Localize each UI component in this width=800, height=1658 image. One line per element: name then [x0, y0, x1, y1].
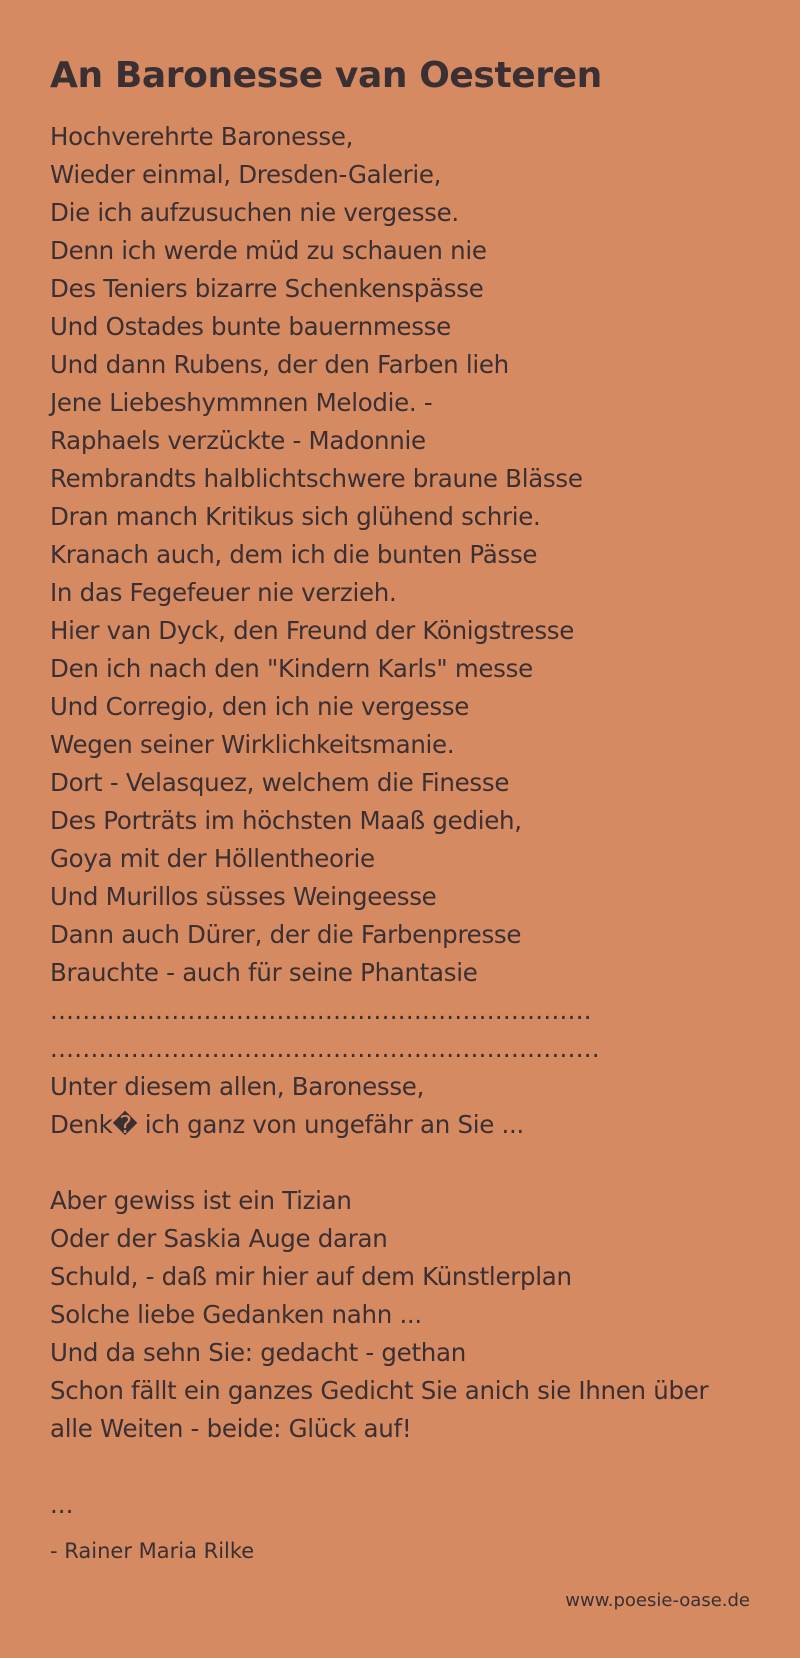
poem-line: Jene Liebeshymmnen Melodie. -	[50, 388, 433, 417]
poem-line: Denn ich werde müd zu schauen nie	[50, 236, 487, 265]
poem-line: Und Ostades bunte bauernmesse	[50, 312, 451, 341]
poem-line: Und Corregio, den ich nie vergesse	[50, 692, 470, 721]
poem-line: Goya mit der Höllentheorie	[50, 844, 375, 873]
poem-line: Schon fällt ein ganzes Gedicht Sie anich sie Ihnen über	[50, 1376, 709, 1405]
stanza-gap	[50, 1144, 770, 1182]
poem-line: Schuld, - daß mir hier auf dem Künstlerplan	[50, 1262, 572, 1291]
poem-line: Rembrandts halblichtschwere braune Blässe	[50, 464, 583, 493]
poem-line: Oder der Saskia Auge daran	[50, 1224, 388, 1253]
poem-line: Denk� ich ganz von ungefähr an Sie ...	[50, 1110, 524, 1139]
website-link[interactable]: www.poesie-oase.de	[565, 1590, 750, 1611]
poem-line: Wieder einmal, Dresden-Galerie,	[50, 160, 442, 189]
poem-author: - Rainer Maria Rilke	[50, 1539, 255, 1563]
poem-line: Kranach auch, dem ich die bunten Pässe	[50, 540, 538, 569]
poem-line: Raphaels verzückte - Madonnie	[50, 426, 426, 455]
poem-line: Dran manch Kritikus sich glühend schrie.	[50, 502, 541, 531]
poem-line: Solche liebe Gedanken nahn ...	[50, 1300, 422, 1329]
poem-body	[50, 118, 770, 1568]
poem-line: Wegen seiner Wirklichkeitsmanie.	[50, 730, 455, 759]
poem-line: Aber gewiss ist ein Tizian	[50, 1186, 352, 1215]
poem-line: Des Porträts im höchsten Maaß gedieh,	[50, 806, 522, 835]
poem-title: An Baronesse van Oesteren	[50, 55, 602, 96]
poem-page	[50, 52, 770, 1568]
poem-line: Brauchte - auch für seine Phantasie	[50, 958, 478, 987]
poem-line: Dann auch Dürer, der die Farbenpresse	[50, 920, 522, 949]
stanza-2	[50, 1182, 770, 1448]
poem-line: Hochverehrte Baronesse,	[50, 122, 354, 151]
poem-line: Unter diesem allen, Baronesse,	[50, 1072, 425, 1101]
dotted-line: ....................................................................	[50, 1034, 600, 1063]
poem-line: Des Teniers bizarre Schenkenspässe	[50, 274, 484, 303]
poem-line: Den ich nach den "Kindern Karls" messe	[50, 654, 533, 683]
dotted-line: ...................................................................	[50, 996, 592, 1025]
poem-line: Und Murillos süsses Weingeesse	[50, 882, 437, 911]
poem-line: Und dann Rubens, der den Farben lieh	[50, 350, 509, 379]
poem-ellipsis: ...	[50, 1490, 74, 1519]
poem-line: alle Weiten - beide: Glück auf!	[50, 1414, 412, 1443]
poem-line: In das Fegefeuer nie verzieh.	[50, 578, 397, 607]
poem-line: Hier van Dyck, den Freund der Königstresse	[50, 616, 575, 645]
poem-line: Und da sehn Sie: gedacht - gethan	[50, 1338, 466, 1367]
stanza-1	[50, 118, 770, 1144]
poem-line: Die ich aufzusuchen nie vergesse.	[50, 198, 459, 227]
poem-line: Dort - Velasquez, welchem die Finesse	[50, 768, 510, 797]
